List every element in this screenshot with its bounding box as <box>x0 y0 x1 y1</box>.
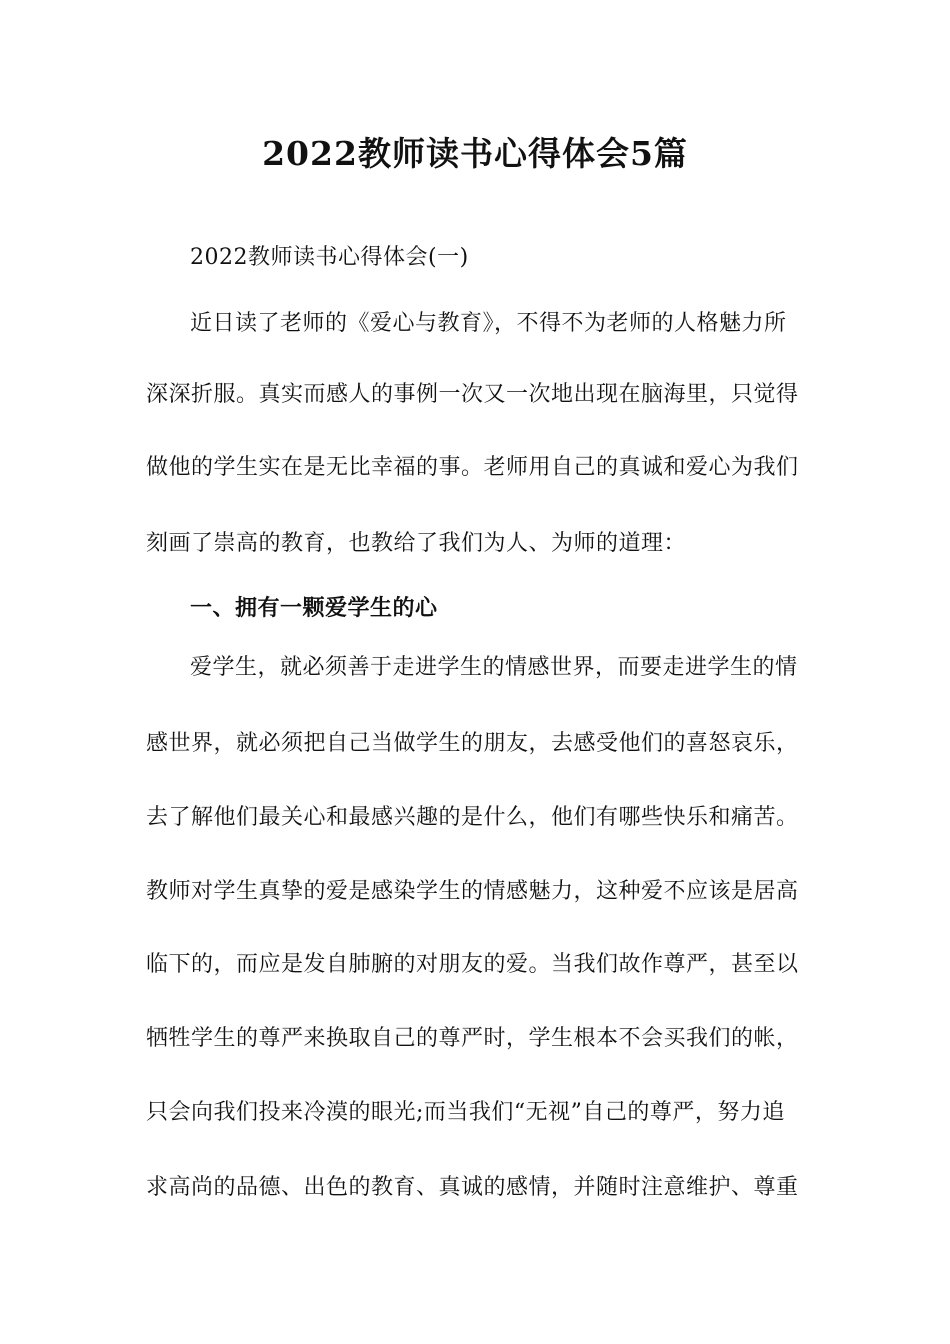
paragraph-line: 深深折服。真实而感人的事例一次又一次地出现在脑海里，只觉得 <box>146 382 799 407</box>
paragraph-line: 教师对学生真挚的爱是感染学生的情感魅力，这种爱不应该是居高 <box>146 879 799 904</box>
paragraph-line: 刻画了崇高的教育，也教给了我们为人、为师的道理： <box>146 531 687 556</box>
paragraph-line: 临下的，而应是发自肺腑的对朋友的爱。当我们故作尊严，甚至以 <box>146 952 799 977</box>
paragraph-line: 只会向我们投来冷漠的眼光;而当我们“无视”自己的尊严，努力追 <box>146 1100 785 1125</box>
section-heading: 2022教师读书心得体会(一) <box>190 245 469 270</box>
paragraph-line: 牺牲学生的尊严来换取自己的尊严时，学生根本不会买我们的帐， <box>146 1026 799 1051</box>
paragraph-line: 做他的学生实在是无比幸福的事。老师用自己的真诚和爱心为我们 <box>146 455 799 480</box>
paragraph-line: 求高尚的品德、出色的教育、真诚的感情，并随时注意维护、尊重 <box>146 1175 799 1200</box>
paragraph-line: 近日读了老师的《爱心与教育》，不得不为老师的人格魅力所 <box>190 311 787 336</box>
paragraph-line: 感世界，就必须把自己当做学生的朋友，去感受他们的喜怒哀乐， <box>146 731 799 756</box>
paragraph-line: 爱学生，就必须善于走进学生的情感世界，而要走进学生的情 <box>190 655 798 680</box>
paragraph-line: 去了解他们最关心和最感兴趣的是什么，他们有哪些快乐和痛苦。 <box>146 805 799 830</box>
subheading: 一、拥有一颗爱学生的心 <box>190 595 438 621</box>
document-title: 2022教师读书心得体会5篇 <box>262 134 688 173</box>
